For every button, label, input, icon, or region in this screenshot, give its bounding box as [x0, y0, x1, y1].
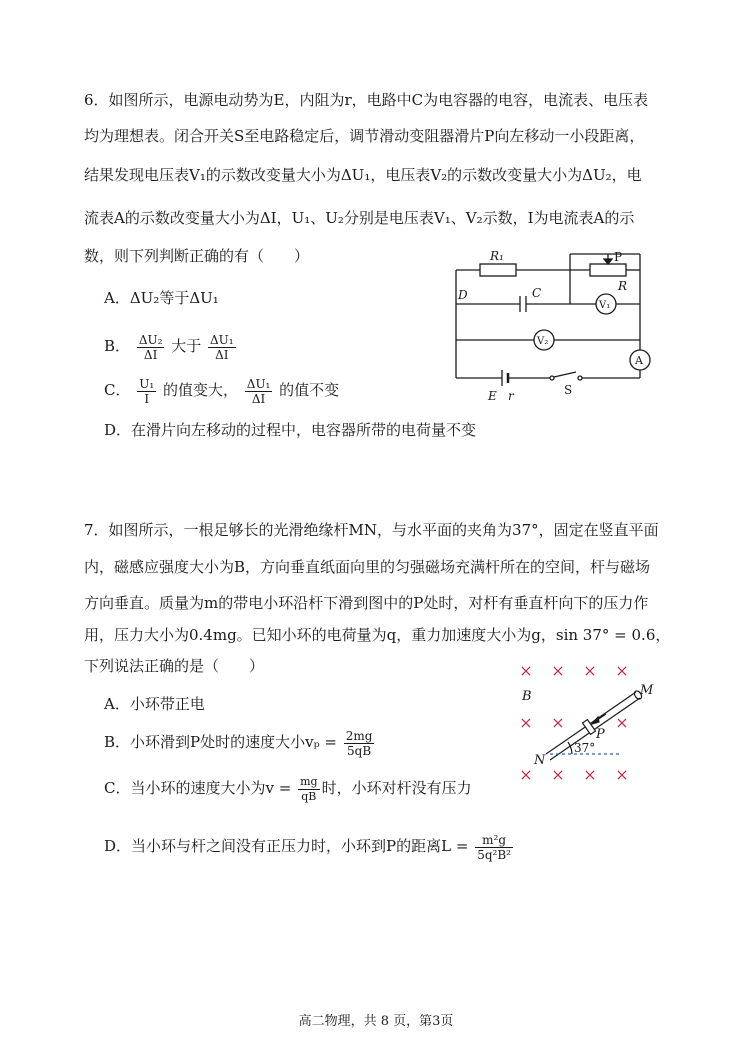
q7-option-c: C．当小环的速度大小为v = $\frac{mg}{qB}$ 时，小环对杆没有压力	[104, 774, 472, 803]
label-m: M	[640, 683, 654, 698]
field-cross: ×	[583, 661, 597, 680]
label-e: E	[488, 389, 497, 403]
label-c: C	[532, 286, 542, 300]
q7-line1: 7．如图所示，一根足够长的光滑绝缘杆MN，与水平面的夹角为37°，固定在竖直平面	[84, 521, 659, 539]
field-cross: ×	[551, 765, 565, 784]
q6-option-d: D．在滑片向左移动的过程中，电容器所带的电荷量不变	[104, 421, 477, 439]
label-r-internal: r	[508, 389, 514, 403]
field-cross: ×	[519, 661, 533, 680]
ammeter-a: A	[635, 354, 643, 367]
field-cross: ×	[615, 765, 629, 784]
q6-option-c: C． $\frac{\text{U₁}}{I}$ 的值变大， $\frac{\text{ΔU₁}}{\Delta I}$ 的值不变	[104, 376, 340, 406]
q6-line2: 均为理想表。闭合开关S至电路稳定后，调节滑动变阻器滑片P向左移动一小段距离，	[84, 127, 645, 145]
q7-line2: 内，磁感应强度大小为B，方向垂直纸面向里的匀强磁场充满杆所在的空间，杆与磁场	[84, 558, 651, 576]
label-d: D	[458, 288, 468, 302]
label-r: R	[618, 279, 628, 293]
field-cross: ×	[615, 713, 629, 732]
voltmeter-v2: V₂	[537, 336, 549, 347]
field-cross: ×	[583, 765, 597, 784]
circuit-diagram	[440, 244, 670, 404]
field-cross: ×	[519, 713, 533, 732]
q6-option-a: A．ΔU₂等于ΔU₁	[104, 289, 219, 307]
q7-line4: 用，压力大小为0.4mg。已知小环的电荷量为q，重力加速度大小为g，sin 37° = 0.6，	[84, 626, 671, 644]
label-n: N	[534, 753, 546, 768]
q7-option-a: A．小环带正电	[104, 695, 205, 713]
label-p: P	[614, 250, 623, 264]
q7-option-d: D．当小环与杆之间没有正压力时，小环到P的距离L = $\frac{\text{m²g}}{\text{5q²B²}}$	[104, 832, 511, 862]
q6-line1: 6．如图所示，电源电动势为E，内阻为r，电路中C为电容器的电容，电流表、电压表	[84, 91, 649, 109]
q7-line3: 方向垂直。质量为m的带电小环沿杆下滑到图中的P处时，对杆有垂直杆向下的压力作	[84, 594, 649, 612]
field-cross: ×	[615, 661, 629, 680]
label-b: B	[522, 689, 532, 704]
label-p: P	[596, 727, 605, 742]
field-cross: ×	[551, 661, 565, 680]
q6-line3: 结果发现电压表V₁的示数改变量大小为ΔU₁，电压表V₂的示数改变量大小为ΔU₂，电	[84, 166, 642, 184]
q6-option-b: B． $\frac{\text{ΔU₂}}{\Delta I}$ 大于 $\frac{\text{ΔU₁}}{\Delta I}$	[104, 332, 234, 362]
page-footer: 高二物理，共 8 页，第3页	[298, 1014, 454, 1029]
q6-line5: 数，则下列判断正确的有（ ）	[84, 247, 310, 265]
voltmeter-v1: V₁	[599, 300, 611, 311]
field-cross: ×	[551, 713, 565, 732]
q7-line5: 下列说法正确的是（ ）	[84, 657, 265, 675]
field-cross: ×	[519, 765, 533, 784]
q6-line4: 流表A的示数改变量大小为ΔI，U₁、U₂分别是电压表V₁、V₂示数，I为电流表A的示	[84, 209, 635, 227]
label-s: S	[564, 383, 573, 397]
label-r1: R₁	[490, 249, 504, 263]
label-angle: 37°	[574, 741, 596, 755]
q7-option-b: B．小环滑到P处时的速度大小vₚ = $\frac{2mg}{5qB}$	[104, 728, 373, 758]
rod-magnetic-field-figure	[510, 656, 660, 796]
